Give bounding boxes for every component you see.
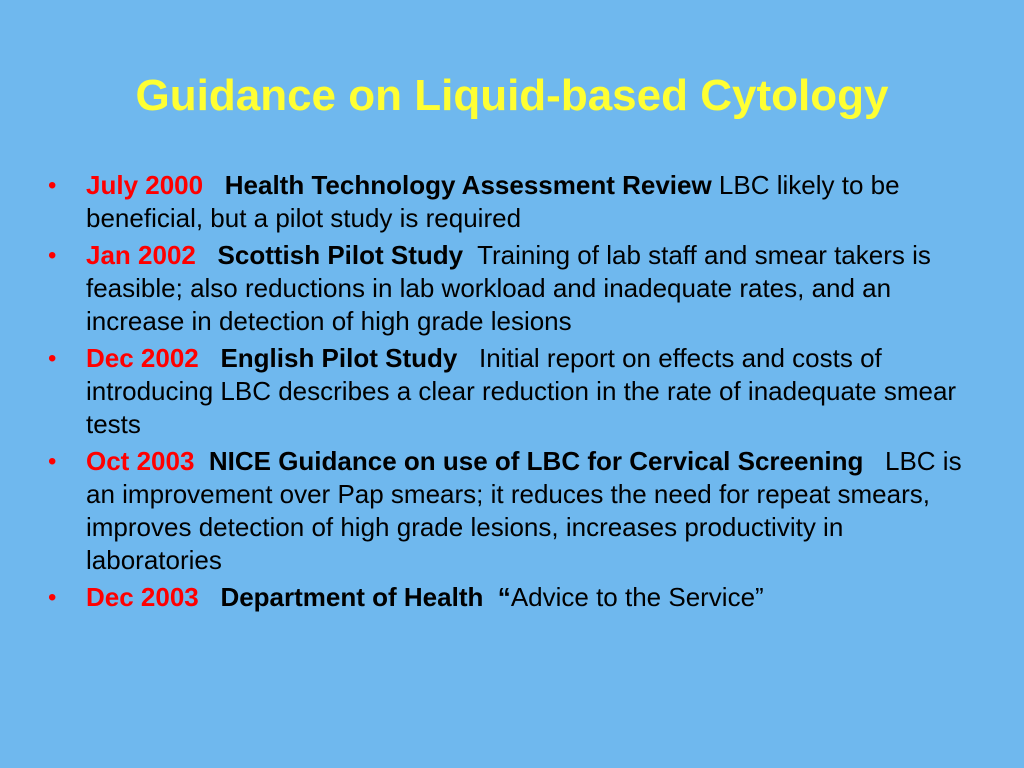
item-heading: NICE Guidance on use of LBC for Cervical Screening bbox=[208, 446, 864, 476]
item-heading: Health Technology Assessment Review bbox=[224, 170, 712, 200]
item-heading: Scottish Pilot Study bbox=[217, 240, 464, 270]
item-heading: English Pilot Study bbox=[220, 343, 458, 373]
bullet-list bbox=[46, 169, 976, 618]
list-item bbox=[46, 239, 976, 338]
item-text: LBC is an improvement over Pap smears; it reduces the need for repeat smears, improves detection of high grade lesions, increases productivity in laboratories bbox=[86, 446, 969, 575]
bullet-icon: • bbox=[48, 584, 57, 611]
list-item bbox=[46, 581, 976, 614]
bullet-icon: • bbox=[48, 448, 57, 475]
item-date: Dec 2003 bbox=[86, 582, 199, 612]
list-item bbox=[46, 445, 976, 577]
bullet-icon: • bbox=[48, 345, 57, 372]
bullet-icon: • bbox=[48, 172, 57, 199]
item-date: July 2000 bbox=[86, 170, 204, 200]
item-date: Jan 2002 bbox=[86, 240, 196, 270]
item-date: Oct 2003 bbox=[86, 446, 195, 476]
item-gap bbox=[194, 446, 208, 476]
item-gap bbox=[196, 240, 218, 270]
item-gap bbox=[203, 170, 225, 200]
item-text: LBC likely to be beneficial, but a pilot study is required bbox=[86, 170, 900, 233]
item-gap bbox=[199, 343, 221, 373]
item-text: Initial report on effects and costs of introducing LBC describes a clear reduction in the rate of inadequate smear tests bbox=[86, 343, 964, 439]
slide-title: Guidance on Liquid-based Cytology bbox=[135, 71, 889, 120]
list-item bbox=[46, 342, 976, 441]
bullet-icon: • bbox=[48, 242, 57, 269]
item-text: Training of lab staff and smear takers is feasible; also reductions in lab workload and inadequate rates, and an increase in detection of high grade lesions bbox=[86, 240, 939, 336]
item-text: Advice to the Service” bbox=[510, 582, 764, 612]
item-gap bbox=[199, 582, 221, 612]
item-date: Dec 2002 bbox=[86, 343, 199, 373]
list-item bbox=[46, 169, 976, 235]
item-heading: Department of Health “ bbox=[220, 582, 511, 612]
